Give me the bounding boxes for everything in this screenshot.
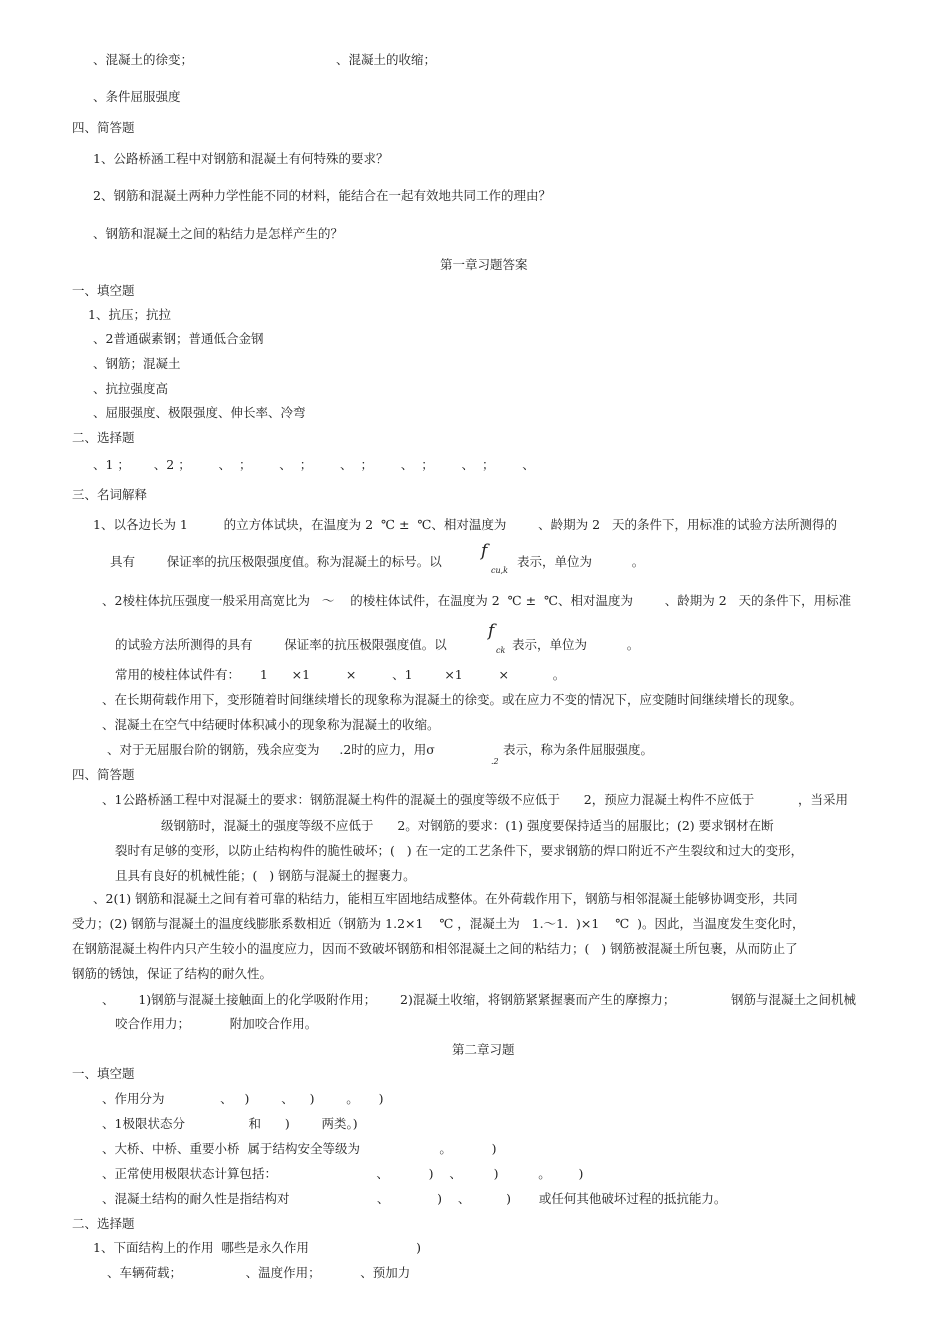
- formula-symbol: f: [488, 621, 495, 641]
- chapter-title: 第二章习题: [452, 1042, 515, 1057]
- text-line: 、混凝土结构的耐久性是指结构对 、 ) 、 ) 或任何其他破坏过程的抵抗能力。: [102, 1191, 727, 1206]
- text-line: 1、下面结构上的作用 哪些是永久作用 ): [93, 1240, 422, 1255]
- text-line: 1、以各边长为 1 的立方体试块，在温度为 2 ℃ ± ℃、相对温度为 、龄期为 2 天的条件下，用标准的试验方法所测得的: [93, 517, 838, 532]
- text-line: 、2普通碳素钢；普通低合金钢: [93, 331, 264, 346]
- text-line: 在钢筋混凝土构件内只产生较小的温度应力，因而不致破坏钢筋和相邻混凝土之间的粘结力；( ) 钢筋被混凝土所包裹，从而防止了: [72, 941, 798, 956]
- text-line: 表示，单位为 。: [517, 554, 645, 569]
- text-line: 、1极限状态分 和 ) 两类。): [102, 1116, 358, 1131]
- formula-subscript: cu,k: [491, 566, 509, 575]
- text-line: 、1 ； 、2 ； 、 ； 、 ； 、 ； 、 ； 、 ； 、: [93, 457, 535, 472]
- text-line: 、在长期荷载作用下，变形随着时间继续增长的现象称为混凝土的徐变。或在应力不变的情况下，应变随时间继续增长的现象。: [102, 692, 803, 707]
- section-heading: 三、名词解释: [72, 487, 148, 502]
- text-line: 常用的棱柱体试件有： 1 ×1 × 、1 ×1 × 。: [115, 667, 566, 682]
- text-line: 钢筋的锈蚀，保证了结构的耐久性。: [72, 966, 273, 981]
- section-heading: 二、选择题: [72, 430, 135, 445]
- text-line: 2、钢筋和混凝土两种力学性能不同的材料，能结合在一起有效地共同工作的理由？: [93, 188, 551, 203]
- section-heading: 一、填空题: [72, 1066, 135, 1081]
- text-line: 咬合作用力； 附加咬合作用。: [115, 1016, 318, 1031]
- formula-symbol: f: [481, 541, 488, 561]
- text-line: 的试验方法所测得的具有 保证率的抗压极限强度值。以: [115, 637, 447, 652]
- text-line: 受力；(2) 钢筋与混凝土的温度线膨胀系数相近（钢筋为 1.2×1 ℃ ，混凝土为 1.～1. )×1 ℃ )。因此，当温度发生变化时，: [72, 916, 805, 931]
- text-line: 、2(1) 钢筋和混凝土之间有着可靠的粘结力，能相互牢固地结成整体。在外荷载作用下，钢筋与相邻混凝土能够协调变形，共同: [93, 891, 798, 906]
- text-line: 、屈服强度、极限强度、伸长率、冷弯: [93, 405, 306, 420]
- text-line: 裂时有足够的变形，以防止结构构件的脆性破坏；( ) 在一定的工艺条件下，要求钢筋的焊口附近不产生裂纹和过大的变形，: [115, 843, 804, 858]
- text-line: 、 1)钢筋与混凝土接触面上的化学吸附作用； 2)混凝土收缩，将钢筋紧紧握裹而产生的摩擦力； 钢筋与混凝土之间机械: [102, 992, 856, 1007]
- section-heading: 一、填空题: [72, 283, 135, 298]
- text-line: 、对于无屈服台阶的钢筋，残余应变为 .2时的应力，用σ: [107, 742, 435, 757]
- text-line: 、1公路桥涵工程中对混凝土的要求：钢筋混凝土构件的混凝土的强度等级不应低于 2，预应力混凝土构件不应低于 ，当采用: [102, 792, 848, 807]
- text-line: 1、公路桥涵工程中对钢筋和混凝土有何特殊的要求？: [93, 151, 389, 166]
- text-line: 、正常使用极限状态计算包括： 、 ) 、 ) 。 ): [102, 1166, 584, 1181]
- text-line: 且具有良好的机械性能；( ) 钢筋与混凝土的握裹力。: [115, 868, 416, 883]
- text-line: 、大桥、中桥、重要小桥 属于结构安全等级为 。 ): [102, 1141, 497, 1156]
- section-heading: 四、简答题: [72, 120, 135, 135]
- text-line: 、车辆荷载； 、温度作用； 、预加力: [107, 1265, 411, 1280]
- text-line: 级钢筋时，混凝土的强度等级不应低于 2。对钢筋的要求：(1) 强度要保持适当的屈服比；(2) 要求钢材在断: [161, 818, 774, 833]
- text-line: 、抗拉强度高: [93, 381, 169, 396]
- text-line: 表示，单位为 。: [512, 637, 640, 652]
- text-line: 表示，称为条件屈服强度。: [503, 742, 654, 757]
- text-line: 、混凝土在空气中结硬时体积减小的现象称为混凝土的收缩。: [102, 717, 440, 732]
- section-heading: 四、简答题: [72, 767, 135, 782]
- text-line: 、混凝土的徐变； 、混凝土的收缩；: [93, 52, 437, 67]
- text-line: 、钢筋和混凝土之间的粘结力是怎样产生的？: [93, 226, 344, 241]
- formula-subscript: ck: [496, 646, 506, 655]
- text-line: 1、抗压；抗拉: [88, 307, 171, 322]
- text-line: 具有 保证率的抗压极限强度值。称为混凝土的标号。以: [110, 554, 442, 569]
- text-line: 、条件屈服强度: [93, 89, 181, 104]
- text-line: 、作用分为 、 ) 、 ) 。 ): [102, 1091, 384, 1106]
- text-line: 、2棱柱体抗压强度一般采用高宽比为 ～ 的棱柱体试件，在温度为 2 ℃ ± ℃、相对温度为 、龄期为 2 天的条件下，用标准: [102, 593, 852, 608]
- section-heading: 二、选择题: [72, 1216, 135, 1231]
- formula-subscript: .2: [491, 757, 499, 766]
- text-line: 、钢筋；混凝土: [93, 356, 181, 371]
- chapter-title: 第一章习题答案: [440, 257, 528, 272]
